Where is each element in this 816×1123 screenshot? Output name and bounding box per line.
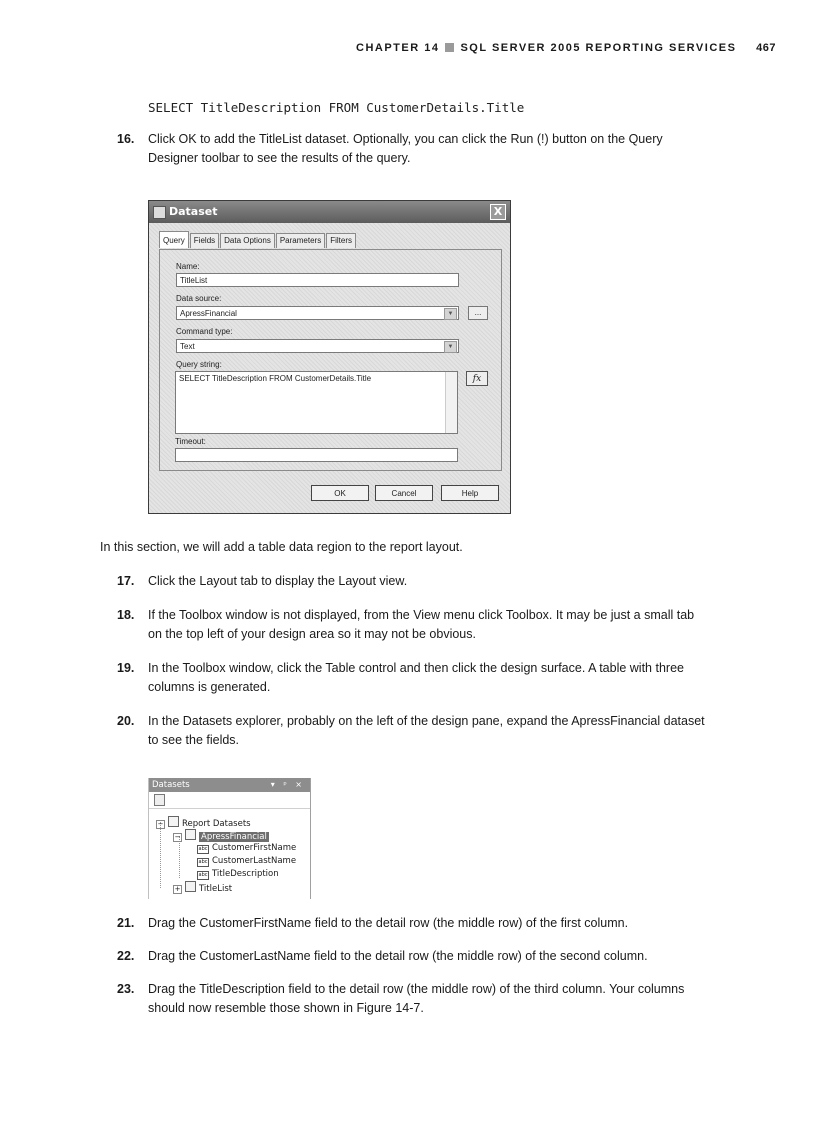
dialog-tabs xyxy=(159,233,357,249)
datasets-toolbar xyxy=(149,792,310,809)
chapter-heading xyxy=(356,42,736,54)
step-16 xyxy=(117,130,707,168)
page-number: 467 xyxy=(756,42,776,54)
cancel-button[interactable]: Cancel xyxy=(375,485,433,501)
step-number: 21. xyxy=(117,916,135,930)
step-22 xyxy=(117,947,707,966)
add-dataset-icon[interactable] xyxy=(154,794,165,806)
tree-line xyxy=(179,836,180,878)
step-21 xyxy=(117,914,707,933)
dataset-icon xyxy=(185,829,196,840)
dataset-window-icon xyxy=(153,206,166,219)
dataset-dialog xyxy=(148,200,511,514)
name-field[interactable]: TitleList xyxy=(176,273,459,287)
step-number: 17. xyxy=(117,574,135,588)
tree-field-customerlastname[interactable] xyxy=(197,855,296,868)
commandtype-label: Command type: xyxy=(176,327,233,336)
tree-node-label: TitleList xyxy=(199,884,233,894)
tab-data-options[interactable]: Data Options xyxy=(220,233,275,248)
ok-button[interactable]: OK xyxy=(311,485,369,501)
tab-filters[interactable]: Filters xyxy=(326,233,356,248)
dialog-title: Dataset xyxy=(169,205,218,218)
step-text: Click the Layout tab to display the Layout view. xyxy=(148,574,408,588)
field-icon: abc xyxy=(198,872,208,878)
step-20 xyxy=(117,712,707,750)
step-number: 19. xyxy=(117,661,135,675)
step-23 xyxy=(117,980,707,1018)
chapter-label: CHAPTER 14 xyxy=(356,42,440,54)
close-icon[interactable]: X xyxy=(490,204,506,220)
tree-node-report-datasets[interactable] xyxy=(156,816,251,829)
chevron-down-icon[interactable]: ▼ xyxy=(444,341,457,353)
step-number: 18. xyxy=(117,608,135,622)
running-header xyxy=(340,42,776,58)
field-label: CustomerLastName xyxy=(212,856,297,866)
querystring-scrollbar[interactable] xyxy=(445,372,457,433)
datasource-value: ApressFinancial xyxy=(180,309,237,318)
panel-controls-icon[interactable]: ▾ ᵖ × xyxy=(270,780,305,789)
datasets-panel-titlebar xyxy=(149,778,310,792)
tree-line xyxy=(160,822,161,888)
step-text: If the Toolbox window is not displayed, from the View menu click Toolbox. It may be just a small tab on the top left of your design area so it may not be obvious. xyxy=(148,608,695,641)
tab-parameters[interactable]: Parameters xyxy=(276,233,325,248)
timeout-field[interactable] xyxy=(175,448,458,462)
tree-node-label: Report Datasets xyxy=(182,819,251,829)
field-icon: abc xyxy=(198,859,208,865)
intro-paragraph: In this section, we will add a table data region to the report layout. xyxy=(100,540,463,554)
datasource-browse-button[interactable]: ... xyxy=(468,306,488,320)
chapter-title: SQL SERVER 2005 REPORTING SERVICES xyxy=(460,42,737,54)
step-text: Drag the CustomerFirstName field to the detail row (the middle row) of the first column. xyxy=(148,916,629,930)
step-number: 20. xyxy=(117,714,135,728)
field-label: TitleDescription xyxy=(212,869,279,879)
step-text: In the Datasets explorer, probably on the left of the design pane, expand the ApressFinancial dataset to see the fields. xyxy=(148,714,705,747)
step-19 xyxy=(117,659,707,697)
timeout-label: Timeout: xyxy=(175,437,206,446)
tree-field-titledescription[interactable] xyxy=(197,868,279,881)
step-17 xyxy=(117,572,707,591)
dataset-icon xyxy=(185,881,196,892)
collapse-icon[interactable]: − xyxy=(174,833,181,841)
expand-icon[interactable]: + xyxy=(174,885,181,893)
code-line: SELECT TitleDescription FROM CustomerDetails.Title xyxy=(148,100,525,115)
field-icon: abc xyxy=(198,846,208,852)
tab-query[interactable]: Query xyxy=(159,231,189,248)
step-text: Drag the TitleDescription field to the detail row (the middle row) of the third column. Your columns should now resemble those shown in Figure 14-7. xyxy=(148,982,685,1015)
datasource-select[interactable] xyxy=(176,306,459,320)
querystring-label: Query string: xyxy=(176,360,222,369)
querystring-textarea[interactable] xyxy=(175,371,458,434)
commandtype-value: Text xyxy=(180,342,195,351)
folder-icon xyxy=(168,816,179,827)
name-label: Name: xyxy=(176,262,200,271)
tree-node-apressfinancial[interactable] xyxy=(173,829,269,842)
step-number: 16. xyxy=(117,132,135,146)
chevron-down-icon[interactable]: ▼ xyxy=(444,308,457,320)
separator-square-icon xyxy=(445,43,454,52)
tree-node-titlelist[interactable] xyxy=(173,881,232,894)
datasource-label: Data source: xyxy=(176,294,222,303)
dialog-titlebar xyxy=(149,201,510,223)
step-number: 22. xyxy=(117,949,135,963)
commandtype-select[interactable] xyxy=(176,339,459,353)
help-button[interactable]: Help xyxy=(441,485,499,501)
tab-fields[interactable]: Fields xyxy=(190,233,219,248)
datasets-panel xyxy=(148,778,311,899)
step-text: Drag the CustomerLastName field to the detail row (the middle row) of the second column. xyxy=(148,949,648,963)
tree-field-customerfirstname[interactable] xyxy=(197,842,296,855)
step-text: Click OK to add the TitleList dataset. Optionally, you can click the Run (!) button on the Query Designer toolbar to see the results of the query. xyxy=(148,132,663,165)
datasets-panel-title: Datasets xyxy=(152,780,190,790)
step-text: In the Toolbox window, click the Table control and then click the design surface. A table with three columns is generated. xyxy=(148,661,684,694)
step-number: 23. xyxy=(117,982,135,996)
tree-node-label: ApressFinancial xyxy=(201,832,267,842)
step-18 xyxy=(117,606,707,644)
query-tab-panel xyxy=(159,249,502,471)
expression-button[interactable]: fx xyxy=(466,371,488,386)
field-label: CustomerFirstName xyxy=(212,843,297,853)
collapse-icon[interactable]: − xyxy=(157,820,164,828)
querystring-value: SELECT TitleDescription FROM CustomerDetails.Title xyxy=(179,374,372,383)
